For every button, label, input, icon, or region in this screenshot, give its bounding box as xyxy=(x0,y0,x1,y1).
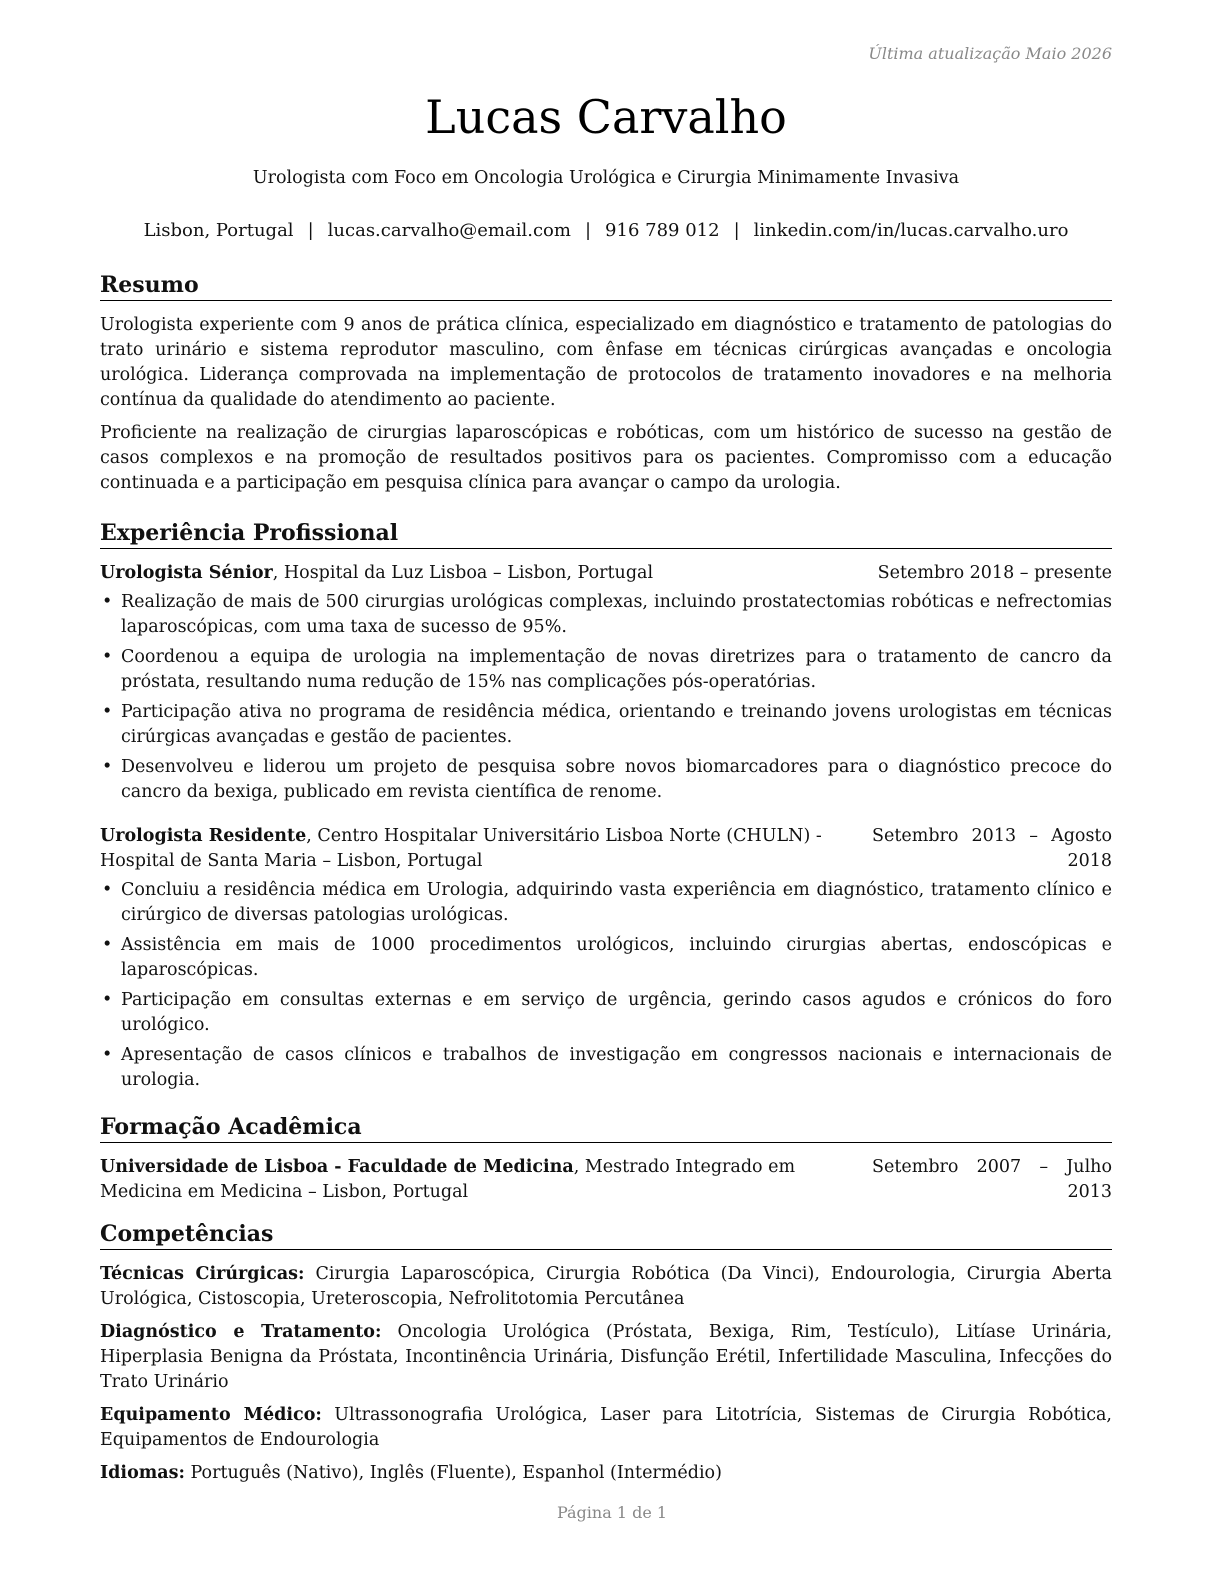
contact-line xyxy=(100,220,1112,241)
job-organization: , Centro Hospitalar Universitário Lisboa Norte (CHULN) - Hospital de Santa Maria – Lisbon, Portugal xyxy=(100,826,822,871)
job-dates: Setembro 2013 – Agosto 2018 xyxy=(872,826,1112,871)
list-item: • Participação ativa no programa de residência médica, orientando e treinando jovens urologistas em técnicas cirúrgicas avançadas e gestão de pacientes. xyxy=(100,700,1112,750)
education-detail: , Mestrado Integrado em Medicina em Medicina – Lisbon, Portugal xyxy=(100,1157,796,1202)
job-title-line xyxy=(100,824,860,874)
job-entry xyxy=(100,824,1112,1093)
list-item: • Assistência em mais de 1000 procedimentos urológicos, incluindo cirurgias abertas, endoscópicas e laparoscópicas. xyxy=(100,933,1112,983)
job-organization: , Hospital da Luz Lisboa – Lisbon, Portugal xyxy=(272,563,654,583)
skill-group xyxy=(100,1320,1112,1395)
last-updated: Última atualização Maio 2026 xyxy=(868,44,1112,63)
contact-separator: | xyxy=(584,220,592,241)
section-title-education: Formação Acadêmica xyxy=(100,1112,1112,1143)
contact-separator: | xyxy=(307,220,314,241)
summary-paragraph: Proficiente na realização de cirurgias laparoscópicas e robóticas, com um histórico de sucesso na gestão de casos complexos e na promoção de resultados positivos para os pacientes. Compromisso com a educação continuada e a participação em pesquisa clínica para avançar o campo da urologia. xyxy=(100,423,1112,493)
contact-phone[interactable]: 916 789 012 xyxy=(605,220,720,241)
skill-text: Português (Nativo), Inglês (Fluente), Espanhol (Intermédio) xyxy=(184,1463,722,1483)
education-dates: Setembro 2007 – Julho 2013 xyxy=(872,1157,1112,1202)
contact-location: Lisbon, Portugal xyxy=(143,220,294,241)
section-title-skills: Competências xyxy=(100,1219,1112,1250)
skill-label: Equipamento Médico: xyxy=(100,1405,322,1425)
skill-text: Cirurgia Laparoscópica, Cirurgia Robótica (Da Vinci), Endourologia, Cirurgia Aberta Urológica, Cistoscopia, Ureteroscopia, Nefrolitotomia Percutânea xyxy=(100,1264,1112,1309)
section-title-summary: Resumo xyxy=(100,270,1112,301)
list-item: • Concluiu a residência médica em Urologia, adquirindo vasta experiência em diagnóstico, tratamento clínico e cirúrgico de diversas patologias urológicas. xyxy=(100,878,1112,928)
job-entry xyxy=(100,561,1112,805)
contact-linkedin[interactable]: linkedin.com/in/lucas.carvalho.uro xyxy=(753,220,1069,241)
job-header xyxy=(100,561,1112,586)
candidate-name: Lucas Carvalho xyxy=(425,90,787,144)
skill-label: Diagnóstico e Tratamento: xyxy=(100,1322,382,1342)
contact-email[interactable]: lucas.carvalho@email.com xyxy=(327,220,571,241)
summary-paragraph: Urologista experiente com 9 anos de prática clínica, especializado em diagnóstico e tratamento de patologias do trato urinário e sistema reprodutor masculino, com ênfase em técnicas cirúrgicas avançadas e oncologia urológica. Liderança comprovada na implementação de protocolos de tratamento inovadores e na melhoria contínua da qualidade do atendimento ao paciente. xyxy=(100,315,1112,410)
education-entry xyxy=(100,1155,1112,1205)
job-title-line xyxy=(100,561,866,586)
skill-group xyxy=(100,1262,1112,1312)
skill-label: Idiomas: xyxy=(100,1463,185,1483)
skill-group xyxy=(100,1403,1112,1453)
list-item: • Realização de mais de 500 cirurgias urológicas complexas, incluindo prostatectomias robóticas e nefrectomias laparoscópicas, com uma taxa de sucesso de 95%. xyxy=(100,590,1112,640)
job-header xyxy=(100,824,1112,874)
list-item: • Apresentação de casos clínicos e trabalhos de investigação em congressos nacionais e internacionais de urologia. xyxy=(100,1043,1112,1093)
contact-separator: | xyxy=(733,220,740,241)
skill-text: Oncologia Urológica (Próstata, Bexiga, Rim, Testículo), Litíase Urinária, Hiperplasia Benigna da Próstata, Incontinência Urinária, Disfunção Erétil, Infertilidade Masculina, Infecções do Trato Urinário xyxy=(100,1322,1112,1392)
section-title-experience: Experiência Profissional xyxy=(100,518,1112,549)
list-item: • Coordenou a equipa de urologia na implementação de novas diretrizes para o tratamento de cancro da próstata, resultando numa redução de 15% nas complicações pós-operatórias. xyxy=(100,645,1112,695)
job-bullets xyxy=(100,878,1112,1093)
education-institution: Universidade de Lisboa - Faculdade de Medicina xyxy=(100,1157,574,1177)
skill-label: Técnicas Cirúrgicas: xyxy=(100,1264,305,1284)
skill-group xyxy=(100,1461,1112,1486)
job-bullets xyxy=(100,590,1112,805)
job-dates: Setembro 2018 – presente xyxy=(877,563,1112,583)
list-item: • Desenvolveu e liderou um projeto de pesquisa sobre novos biomarcadores para o diagnóstico precoce do cancro da bexiga, publicado em revista científica de renome. xyxy=(100,755,1112,805)
list-item: • Participação em consultas externas e em serviço de urgência, gerindo casos agudos e crónicos do foro urológico. xyxy=(100,988,1112,1038)
skill-text: Ultrassonografia Urológica, Laser para Litotrícia, Sistemas de Cirurgia Robótica, Equipamentos de Endourologia xyxy=(100,1405,1112,1450)
page-number: Página 1 de 1 xyxy=(556,1503,668,1522)
job-role: Urologista Sénior xyxy=(100,563,273,583)
resume-body xyxy=(100,270,1112,1494)
education-title-line xyxy=(100,1155,860,1205)
candidate-headline: Urologista com Foco em Oncologia Urológica e Cirurgia Minimamente Invasiva xyxy=(252,168,960,188)
job-role: Urologista Residente xyxy=(100,826,307,846)
